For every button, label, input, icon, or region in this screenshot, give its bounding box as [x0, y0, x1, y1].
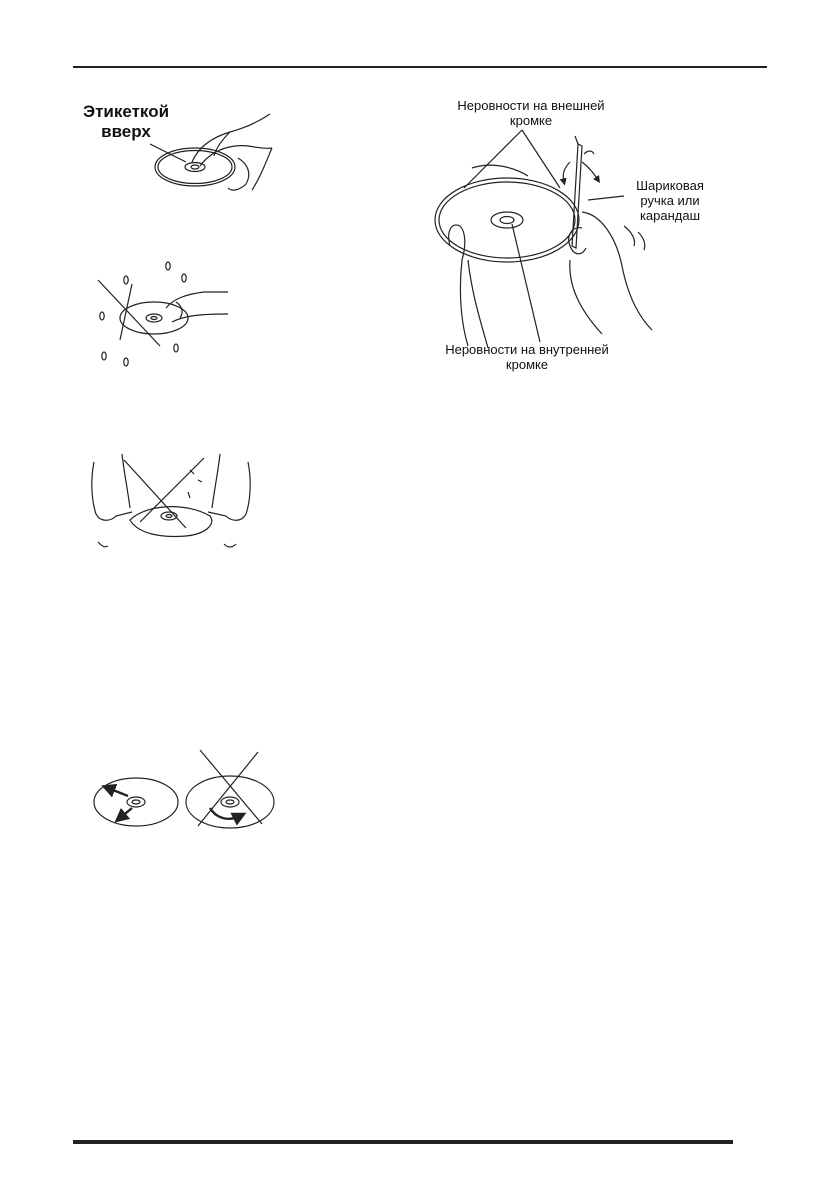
label-up-line1: Этикеткой	[82, 102, 170, 121]
pen-line2: ручка или	[640, 193, 700, 208]
header-rule	[73, 66, 767, 68]
crossed-bend-illustration	[86, 452, 256, 556]
figure-label-up	[80, 100, 280, 200]
pen-line3: карандаш	[639, 208, 701, 223]
wipe-direction-illustration	[92, 748, 278, 834]
label-up-line2: вверх	[101, 122, 151, 141]
disc-hand-illustration	[80, 100, 280, 200]
inner-edge-line1: Неровности на внутренней	[445, 342, 609, 357]
pen-line1: Шариковая	[636, 178, 704, 193]
figure-warp-check	[432, 96, 722, 380]
footer-rule	[73, 1140, 733, 1144]
outer-edge-line1: Неровности на внешней	[457, 98, 605, 113]
outer-edge-line2: кромке	[509, 113, 553, 128]
figure-no-bending	[86, 452, 256, 556]
inner-edge-line2: кромке	[505, 357, 549, 372]
figure-no-circular-wipe	[92, 258, 232, 370]
warp-check-illustration	[432, 96, 722, 380]
crossed-wipe-illustration	[92, 258, 232, 370]
figure-wipe-direction	[92, 748, 278, 834]
